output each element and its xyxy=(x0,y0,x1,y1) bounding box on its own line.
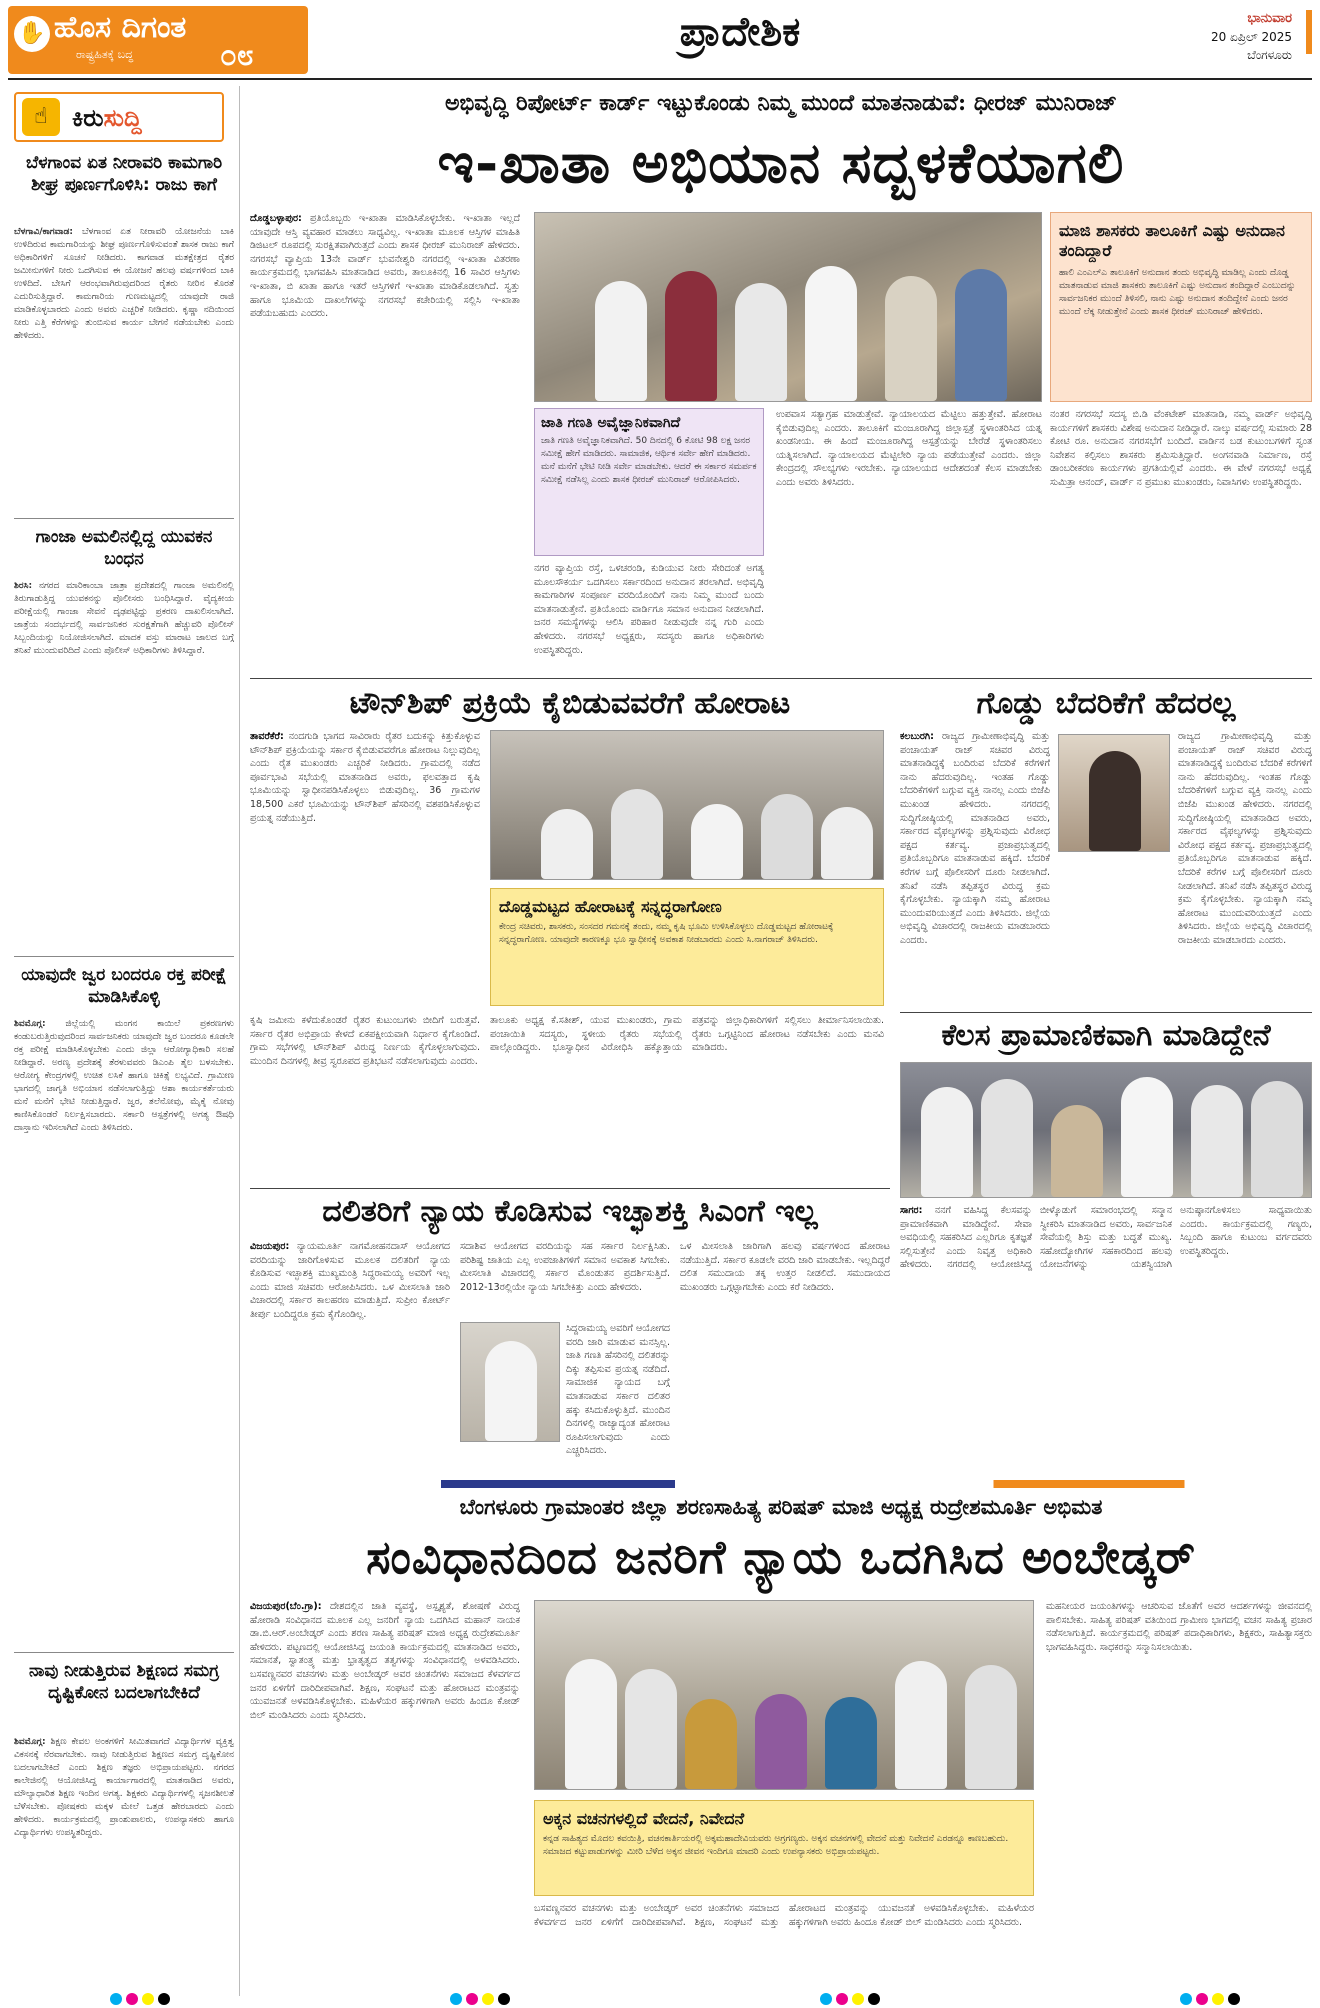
print-registration-dots xyxy=(1180,1990,1244,2008)
work-photo xyxy=(900,1062,1312,1198)
portrait-figure xyxy=(485,1341,537,1441)
photo-figure xyxy=(611,789,663,879)
threat-text: ರಾಜ್ಯದ ಗ್ರಾಮೀಣಾಭಿವೃದ್ಧಿ ಮತ್ತು ಪಂಚಾಯತ್ ರಾಜ್ ಸಚಿವರ ವಿರುದ್ಧ ಮಾತನಾಡಿದ್ದಕ್ಕೆ ಬಂದಿರುವ ಬೆದರಿಕೆ ಕರೆಗಳಿಗೆ ನಾನು ಹೆದರುವುದಿಲ್ಲ. ಇಂತಹ ಗೊಡ್ಡು ಬೆದರಿಕೆಗಳಿಗೆ ಬಗ್ಗುವ ವ್ಯಕ್ತಿ ನಾನಲ್ಲ ಎಂದು ಬಿಜೆಪಿ ಮುಖಂಡ ಹೇಳಿದರು. ನಗರದಲ್ಲಿ ಸುದ್ದಿಗೋಷ್ಠಿಯಲ್ಲಿ ಮಾತನಾಡಿದ ಅವರು, ಸರ್ಕಾರದ ವೈಫಲ್ಯಗಳನ್ನು ಪ್ರಶ್ನಿಸುವುದು ವಿರೋಧ ಪಕ್ಷದ ಕರ್ತವ್ಯ. ಪ್ರಜಾಪ್ರಭುತ್ವದಲ್ಲಿ ಪ್ರತಿಯೊಬ್ಬರಿಗೂ ಮಾತನಾಡುವ ಹಕ್ಕಿದೆ. ಬೆದರಿಕೆ ಕರೆಗಳ ಬಗ್ಗೆ ಪೊಲೀಸರಿಗೆ ದೂರು ನೀಡಲಾಗಿದೆ. ತನಿಖೆ ನಡೆಸಿ ತಪ್ಪಿತಸ್ಥರ ವಿರುದ್ಧ ಕ್ರಮ ಕೈಗೊಳ್ಳಬೇಕು. ನ್ಯಾಯಕ್ಕಾಗಿ ನಮ್ಮ ಹೋರಾಟ ಮುಂದುವರಿಯುತ್ತದೆ ಎಂದು ತಿಳಿಸಿದರು. ಜಿಲ್ಲೆಯ ಅಭಿವೃದ್ಧಿ ವಿಚಾರದಲ್ಲಿ ರಾಜಕೀಯ ಮಾಡಬಾರದು ಎಂದರು. xyxy=(900,731,1050,946)
kiru-suddi-badge xyxy=(14,92,224,142)
township-headline: ಟೌನ್‌ಶಿಪ್ ಪ್ರಕ್ರಿಯೆ ಕೈಬಿಡುವವರೆಗೆ ಹೋರಾಟ xyxy=(349,686,791,721)
photo-figure xyxy=(541,809,593,879)
photo-figure xyxy=(1121,1077,1173,1197)
ambedkar-body-2: ಬಸವಣ್ಣನವರ ವಚನಗಳು ಮತ್ತು ಅಂಬೇಡ್ಕರ್ ಅವರ ಚಿಂತನೆಗಳು ಸಮಾಜದ ಕೆಳವರ್ಗದ ಜನರ ಏಳಿಗೆಗೆ ದಾರಿದೀಪವಾಗಿವೆ. ಶಿಕ್ಷಣ, ಸಂಘಟನೆ ಮತ್ತು ಹೋರಾಟದ ಮಂತ್ರವನ್ನು ಯುವಜನತೆ ಅಳವಡಿಸಿಕೊಳ್ಳಬೇಕು. ಮಹಿಳೆಯರ ಹಕ್ಕುಗಳಿಗಾಗಿ ಅವರು ಹಿಂದೂ ಕೋಡ್ ಬಿಲ್ ಮಂಡಿಸಿದರು ಎಂದು ಸ್ಮರಿಸಿದರು. xyxy=(534,1903,1034,1928)
photo-figure xyxy=(821,807,873,879)
dalit-body-3: ಸಿದ್ದರಾಮಯ್ಯ ಅವರಿಗೆ ಆಯೋಗದ ವರದಿ ಜಾರಿ ಮಾಡುವ ಮನಸ್ಸಿಲ್ಲ. ಜಾತಿ ಗಣತಿ ಹೆಸರಿನಲ್ಲಿ ದಲಿತರನ್ನು ದಿಕ್ಕು ತಪ್ಪಿಸುವ ಪ್ರಯತ್ನ ನಡೆದಿದೆ. ಸಾಮಾಜಿಕ ನ್ಯಾಯದ ಬಗ್ಗೆ ಮಾತನಾಡುವ ಸರ್ಕಾರ ದಲಿತರ ಹಕ್ಕು ಕಸಿದುಕೊಳ್ಳುತ್ತಿದೆ. ಮುಂದಿನ ದಿನಗಳಲ್ಲಿ ರಾಜ್ಯಾದ್ಯಂತ ಹೋರಾಟ ರೂಪಿಸಲಾಗುವುದು ಎಂದು ಎಚ್ಚರಿಸಿದರು. xyxy=(566,1323,670,1457)
lead-body-2: ನಗರ ವ್ಯಾಪ್ತಿಯ ರಸ್ತೆ, ಒಳಚರಂಡಿ, ಕುಡಿಯುವ ನೀರು ಸೇರಿದಂತೆ ಅಗತ್ಯ ಮೂಲಸೌಕರ್ಯ ಒದಗಿಸಲು ಸರ್ಕಾರದಿಂದ ಅನುದಾನ ತರಲಾಗಿದೆ. ಅಭಿವೃದ್ಧಿ ಕಾಮಗಾರಿಗಳ ಸಂಪೂರ್ಣ ವರದಿಯೊಂದಿಗೆ ನಾನು ನಿಮ್ಮ ಮುಂದೆ ಬಂದು ಮಾತನಾಡುತ್ತೇನೆ. ಪ್ರತಿಯೊಂದು ವಾರ್ಡಿಗೂ ಸಮಾನ ಅನುದಾನ ನೀಡಲಾಗಿದೆ. ಜನರ ಸಮಸ್ಯೆಗಳನ್ನು ಆಲಿಸಿ ಪರಿಹಾರ ನೀಡುವುದೇ ನನ್ನ ಗುರಿ ಎಂದು ಹೇಳಿದರು. ನಗರಸಭೆ ಅಧ್ಯಕ್ಷರು, ಸದಸ್ಯರು ಹಾಗೂ ಅಧಿಕಾರಿಗಳು ಉಪಸ್ಥಿತರಿದ್ದರು. xyxy=(534,563,764,656)
left-dateline-4: ಶಿವಮೊಗ್ಗ: xyxy=(14,1737,46,1747)
left-text-2: ನಗರದ ಮಾರಿಕಾಂಬಾ ಜಾತ್ರಾ ಪ್ರದೇಶದಲ್ಲಿ ಗಾಂಜಾ ಅಮಲಿನಲ್ಲಿ ತಿರುಗಾಡುತ್ತಿದ್ದ ಯುವಕನನ್ನು ಪೊಲೀಸರು ಬಂಧಿಸಿದ್ದಾರೆ. ವೈದ್ಯಕೀಯ ಪರೀಕ್ಷೆಯಲ್ಲಿ ಗಾಂಜಾ ಸೇವನೆ ದೃಢಪಟ್ಟಿದ್ದು ಪ್ರಕರಣ ದಾಖಲಿಸಲಾಗಿದೆ. ಜಾತ್ರೆಯ ಸಂದರ್ಭದಲ್ಲಿ ಸಾರ್ವಜನಿಕರ ಸುರಕ್ಷತೆಗಾಗಿ ಹೆಚ್ಚುವರಿ ಪೊಲೀಸ್ ಸಿಬ್ಬಂದಿಯನ್ನು ನಿಯೋಜಿಸಲಾಗಿದೆ. ಮಾದಕ ವಸ್ತು ಮಾರಾಟ ಜಾಲದ ಬಗ್ಗೆ ತನಿಖೆ ಮುಂದುವರಿದಿದೆ ಎಂದು ಪೊಲೀಸ್ ಅಧಿಕಾರಿಗಳು ತಿಳಿಸಿದ್ದಾರೆ. xyxy=(14,581,234,656)
lead-photo xyxy=(534,212,1042,402)
photo-figure xyxy=(595,281,647,401)
township-body-1 xyxy=(250,730,480,1030)
paper-tagline: ರಾಷ್ಟ್ರಹಿತಕ್ಕೆ ಬದ್ಧ xyxy=(76,48,134,61)
left-dateline-3: ಶಿವಮೊಗ್ಗ: xyxy=(14,1019,46,1029)
photo-figure xyxy=(755,1694,807,1789)
left-text-1: ಬೆಳಗಾಂವ ಏತ ನೀರಾವರಿ ಯೋಜನೆಯ ಬಾಕಿ ಉಳಿದಿರುವ ಕಾಮಗಾರಿಯನ್ನು ಶೀಘ್ರ ಪೂರ್ಣಗೊಳಿಸುವಂತೆ ಶಾಸಕ ರಾಜು ಕಾಗೆ ಅಧಿಕಾರಿಗಳಿಗೆ ಸೂಚನೆ ನೀಡಿದರು. ಕಾಗವಾಡ ಮತಕ್ಷೇತ್ರದ ರೈತರ ಜಮೀನುಗಳಿಗೆ ನೀರು ಒದಗಿಸುವ ಈ ಯೋಜನೆ ಹಲವು ವರ್ಷಗಳಿಂದ ಬಾಕಿ ಉಳಿದಿದೆ. ಬೇಸಿಗೆ ಆರಂಭವಾಗಿರುವುದರಿಂದ ರೈತರು ನೀರಿನ ಕೊರತೆ ಎದುರಿಸುತ್ತಿದ್ದಾರೆ. ಕಾಮಗಾರಿಯ ಗುಣಮಟ್ಟದಲ್ಲಿ ಯಾವುದೇ ರಾಜಿ ಮಾಡಿಕೊಳ್ಳಬಾರದು ಎಂದು ಅವರು ಎಚ್ಚರಿಕೆ ನೀಡಿದರು. ಕೃಷ್ಣಾ ನದಿಯಿಂದ ನೀರು ಎತ್ತಿ ಕೆರೆಗಳನ್ನು ತುಂಬಿಸುವ ಕಾರ್ಯ ಬೇಗನೆ ನಡೆಯಬೇಕು ಎಂದು ಹೇಳಿದರು. xyxy=(14,227,234,341)
photo-figure xyxy=(761,794,813,879)
logo-emblem-icon: ✋ xyxy=(14,16,50,52)
threat-portrait xyxy=(1058,734,1170,852)
threat-body-1 xyxy=(900,730,1050,1010)
dalit-dateline: ವಿಜಯಪುರ: xyxy=(250,1241,290,1252)
photo-figure xyxy=(625,1669,677,1789)
left-body-4 xyxy=(14,1736,234,1986)
masthead-rule xyxy=(8,78,1312,80)
masthead-logo xyxy=(8,6,308,74)
left-body-3 xyxy=(14,1018,234,1648)
masthead-city: ಬೆಂಗಳೂರು xyxy=(1247,48,1292,62)
photo-figure xyxy=(955,269,1007,401)
township-box xyxy=(490,888,884,1006)
ambedkar-body-1 xyxy=(250,1600,520,1980)
photo-figure xyxy=(981,1079,1033,1197)
dalit-body-4: ಒಳ ಮೀಸಲಾತಿ ಜಾರಿಗಾಗಿ ಹಲವು ವರ್ಷಗಳಿಂದ ಹೋರಾಟ ನಡೆಯುತ್ತಿದೆ. ಸರ್ಕಾರ ಕೂಡಲೇ ವರದಿ ಜಾರಿ ಮಾಡಬೇಕು. ಇಲ್ಲದಿದ್ದರೆ ದಲಿತ ಸಮುದಾಯ ತಕ್ಕ ಉತ್ತರ ನೀಡಲಿದೆ. ಸಮುದಾಯದ ಮುಖಂಡರು ಒಗ್ಗಟ್ಟಾಗಬೇಕು ಎಂದು ಕರೆ ನೀಡಿದರು. xyxy=(680,1241,890,1293)
left-text-3: ಜಿಲ್ಲೆಯಲ್ಲಿ ಮಂಗನ ಕಾಯಿಲೆ ಪ್ರಕರಣಗಳು ಕಂಡುಬರುತ್ತಿರುವುದರಿಂದ ಸಾರ್ವಜನಿಕರು ಯಾವುದೇ ಜ್ವರ ಬಂದರೂ ಕೂಡಲೇ ರಕ್ತ ಪರೀಕ್ಷೆ ಮಾಡಿಸಿಕೊಳ್ಳಬೇಕು ಎಂದು ಜಿಲ್ಲಾ ಆರೋಗ್ಯಾಧಿಕಾರಿ ಸಲಹೆ ನೀಡಿದ್ದಾರೆ. ಅರಣ್ಯ ಪ್ರದೇಶಕ್ಕೆ ತೆರಳುವವರು ಡಿಎಂಪಿ ತೈಲ ಬಳಸಬೇಕು. ಆರೋಗ್ಯ ಕೇಂದ್ರಗಳಲ್ಲಿ ಉಚಿತ ಲಸಿಕೆ ಹಾಗೂ ಚಿಕಿತ್ಸೆ ಲಭ್ಯವಿದೆ. ಗ್ರಾಮೀಣ ಭಾಗದಲ್ಲಿ ಜಾಗೃತಿ ಅಭಿಯಾನ ನಡೆಸಲಾಗುತ್ತಿದ್ದು ಆಶಾ ಕಾರ್ಯಕರ್ತೆಯರು ಮನೆ ಮನೆಗೆ ಭೇಟಿ ನೀಡುತ್ತಿದ್ದಾರೆ. ಜ್ವರ, ತಲೆನೋವು, ಮೈಕೈ ನೋವು ಕಾಣಿಸಿಕೊಂಡರೆ ನಿರ್ಲಕ್ಷಿಸಬಾರದು. ಸರ್ಕಾರಿ ಆಸ್ಪತ್ರೆಗಳಲ್ಲಿ ಅಗತ್ಯ ಔಷಧಿ ದಾಸ್ತಾನು ಇರಿಸಲಾಗಿದೆ ಎಂದು ತಿಳಿಸಿದರು. xyxy=(14,1019,234,1133)
dalit-body-2: ಸದಾಶಿವ ಆಯೋಗದ ವರದಿಯನ್ನು ಸಹ ಸರ್ಕಾರ ನಿರ್ಲಕ್ಷಿಸಿತು. ಪರಿಶಿಷ್ಟ ಜಾತಿಯ ಎಲ್ಲ ಉಪಜಾತಿಗಳಿಗೆ ಸಮಾನ ಅವಕಾಶ ಸಿಗಬೇಕು. ಮೀಸಲಾತಿ ವಿಚಾರದಲ್ಲಿ ಸರ್ಕಾರ ಮೊಂಡುತನ ಪ್ರದರ್ಶಿಸುತ್ತಿದೆ. 2012-13ರಲ್ಲಿಯೇ ನ್ಯಾಯ ಸಿಗಬೇಕಿತ್ತು ಎಂದು ಹೇಳಿದರು. xyxy=(460,1241,670,1293)
left-column xyxy=(8,86,240,1996)
lead-text-1: ಪ್ರತಿಯೊಬ್ಬರು ಇ-ಖಾತಾ ಮಾಡಿಸಿಕೊಳ್ಳಬೇಕು. ಇ-ಖಾತಾ ಇಲ್ಲದೆ ಯಾವುದೇ ಆಸ್ತಿ ವ್ಯವಹಾರ ಮಾಡಲು ಸಾಧ್ಯವಿಲ್ಲ. ಇ-ಖಾತಾ ಮೂಲಕ ಆಸ್ತಿಗಳ ಮಾಹಿತಿ ಡಿಜಿಟಲ್ ರೂಪದಲ್ಲಿ ಸುರಕ್ಷಿತವಾಗಿರುತ್ತದೆ ಎಂದು ಶಾಸಕ ಧೀರಜ್ ಮುನಿರಾಜ್ ಹೇಳಿದರು. ನಗರಸಭೆ ವ್ಯಾಪ್ತಿಯ 13ನೇ ವಾರ್ಡ್ ಭುವನೇಶ್ವರಿ ನಗರದಲ್ಲಿ ಇ-ಖಾತಾ ವಿತರಣಾ ಕಾರ್ಯಕ್ರಮದಲ್ಲಿ ಭಾಗವಹಿಸಿ ಮಾತನಾಡಿದ ಅವರು, ತಾಲೂಕಿನಲ್ಲಿ 16 ಸಾವಿರ ಆಸ್ತಿಗಳು ಇ-ಖಾತಾ, ಬಿ ಖಾತಾ ಹಾಗೂ ಇತರೆ ಆಸ್ತಿಗಳಿಗೆ ಇ-ಖಾತಾ ಮಾಡಿಕೊಡಲಾಗಿದೆ. ಸ್ವತ್ತು ಹಾಗೂ ಭೂಮಿಯ ದಾಖಲೆಗಳನ್ನು ನಗರಸಭೆ ಕಚೇರಿಯಲ್ಲಿ ಸಲ್ಲಿಸಿ ಇ-ಖಾತಾ ಪಡೆಯಬಹುದು ಎಂದರು. xyxy=(250,213,520,320)
lead-headline: ಇ-ಖಾತಾ ಅಭಿಯಾನ ಸದ್ಬಳಕೆಯಾಗಲಿ xyxy=(437,130,1125,196)
divider xyxy=(14,1652,234,1653)
divider xyxy=(14,956,234,957)
threat-dateline: ಕಲಬುರಗಿ: xyxy=(900,731,934,742)
work-dateline: ಸಾಗರ: xyxy=(900,1205,923,1216)
color-band xyxy=(250,1480,1312,1488)
print-registration-dots xyxy=(110,1990,174,2008)
photo-figure xyxy=(921,1087,973,1197)
ambedkar-box-title: ಅಕ್ಕನ ವಚನಗಳಲ್ಲಿದೆ ವೇದನೆ, ನಿವೇದನೆ xyxy=(543,1809,745,1828)
ambedkar-text-1: ದೇಶದಲ್ಲಿನ ಜಾತಿ ವ್ಯವಸ್ಥೆ, ಅಸ್ಪೃಶ್ಯತೆ, ಶೋಷಣೆ ವಿರುದ್ಧ ಹೋರಾಡಿ ಸಂವಿಧಾನದ ಮೂಲಕ ಎಲ್ಲ ಜನರಿಗೆ ನ್ಯಾಯ ಒದಗಿಸಿದ ಮಹಾನ್ ನಾಯಕ ಡಾ.ಬಿ.ಆರ್.ಅಂಬೇಡ್ಕರ್ ಎಂದು ಶರಣ ಸಾಹಿತ್ಯ ಪರಿಷತ್ ಮಾಜಿ ಅಧ್ಯಕ್ಷ ರುದ್ರೇಶಮೂರ್ತಿ ಹೇಳಿದರು. ಪಟ್ಟಣದಲ್ಲಿ ಆಯೋಜಿಸಿದ್ದ ಜಯಂತಿ ಕಾರ್ಯಕ್ರಮದಲ್ಲಿ ಮಾತನಾಡಿದ ಅವರು, ಸಮಾನತೆ, ಸ್ವಾತಂತ್ರ್ಯ ಮತ್ತು ಭ್ರಾತೃತ್ವದ ತತ್ವಗಳನ್ನು ಸಂವಿಧಾನದಲ್ಲಿ ಅಳವಡಿಸಿದರು. xyxy=(250,1601,520,1667)
photo-figure xyxy=(685,1699,737,1789)
hand-pointing-icon: ☝ xyxy=(22,98,60,136)
photo-figure xyxy=(805,266,857,401)
lead-dateline: ದೊಡ್ಡಬಳ್ಳಾಪುರ: xyxy=(250,213,302,224)
township-box-title: ದೊಡ್ಡಮಟ್ಟದ ಹೋರಾಟಕ್ಕೆ ಸನ್ನದ್ಧರಾಗೋಣ xyxy=(499,897,722,916)
township-photo xyxy=(490,730,884,880)
accent-bar xyxy=(1306,10,1312,54)
photo-figure xyxy=(735,283,787,401)
left-head-1: ಬೆಳಗಾಂವ ಏತ ನೀರಾವರಿ ಕಾಮಗಾರಿ ಶೀಘ್ರ ಪೂರ್ಣಗೊಳಿಸಿ: ರಾಜು ಕಾಗೆ xyxy=(25,153,223,195)
brand-a: ಕಿರು xyxy=(72,104,104,132)
ambedkar-box xyxy=(534,1800,1034,1896)
paper-name: ಹೊಸ ದಿಗಂತ xyxy=(54,10,187,45)
print-registration-dots xyxy=(450,1990,514,2008)
dalit-body-1 xyxy=(250,1240,450,1474)
caste-box-body: ಜಾತಿ ಗಣತಿ ಅವೈಜ್ಞಾನಿಕವಾಗಿದೆ. 50 ದಿನದಲ್ಲಿ 6 ಕೋಟಿ 98 ಲಕ್ಷ ಜನರ ಸಮೀಕ್ಷೆ ಹೇಗೆ ಮಾಡಿದರು. ಸಾಮಾಜಿಕ, ಆರ್ಥಿಕ ಸರ್ವೇ ಹೇಗೆ ಮಾಡಿದರು. ಮನೆ ಮನೆಗೆ ಭೇಟಿ ನೀಡಿ ಸರ್ವೇ ಮಾಡಬೇಕು. ಆದರೆ ಈ ಸರ್ಕಾರ ಸಮರ್ಪಕ ಸಮೀಕ್ಷೆ ನಡೆಸಿಲ್ಲ ಎಂದು ಶಾಸಕ ಧೀರಜ್ ಮುನಿರಾಜ್ ಆರೋಪಿಸಿದರು. xyxy=(541,436,757,485)
work-headline: ಕೆಲಸ ಪ್ರಾಮಾಣಿಕವಾಗಿ ಮಾಡಿದ್ದೇನೆ xyxy=(941,1018,1271,1053)
divider xyxy=(900,1012,1312,1013)
ambedkar-dateline: ವಿಜಯಪುರ(ಬೆಂ.ಗ್ರಾ): xyxy=(250,1601,322,1612)
left-body-2 xyxy=(14,580,234,952)
photo-figure xyxy=(1191,1085,1243,1197)
ambedkar-photo xyxy=(534,1600,1034,1790)
ambedkar-text-2: ಬಸವಣ್ಣನವರ ವಚನಗಳು ಮತ್ತು ಅಂಬೇಡ್ಕರ್ ಅವರ ಚಿಂತನೆಗಳು ಸಮಾಜದ ಕೆಳವರ್ಗದ ಜನರ ಏಳಿಗೆಗೆ ದಾರಿದೀಪವಾಗಿವೆ. ಶಿಕ್ಷಣ, ಸಂಘಟನೆ ಮತ್ತು ಹೋರಾಟದ ಮಂತ್ರವನ್ನು ಯುವಜನತೆ ಅಳವಡಿಸಿಕೊಳ್ಳಬೇಕು. ಮಹಿಳೆಯರ ಹಕ್ಕುಗಳಿಗಾಗಿ ಅವರು ಹಿಂದೂ ಕೋಡ್ ಬಿಲ್ ಮಂಡಿಸಿದರು ಎಂದು ಸ್ಮರಿಸಿದರು. xyxy=(250,1668,520,1721)
brand-b: ಸುದ್ದಿ xyxy=(103,104,142,132)
page-number: ೦೮ xyxy=(220,38,254,73)
township-box-body: ಕೇಂದ್ರ ಸಚಿವರು, ಶಾಸಕರು, ಸಂಸದರ ಗಮನಕ್ಕೆ ತಂದು, ನಮ್ಮ ಕೃಷಿ ಭೂಮಿ ಉಳಿಸಿಕೊಳ್ಳಲು ದೊಡ್ಡಮಟ್ಟದ ಹೋರಾಟಕ್ಕೆ ಸನ್ನದ್ಧರಾಗೋಣ. ಯಾವುದೇ ಕಾರಣಕ್ಕೂ ಭೂ ಸ್ವಾಧೀನಕ್ಕೆ ಅವಕಾಶ ನೀಡಬಾರದು ಎಂದು ಸಿ.ನಾಗರಾಜ್ ತಿಳಿಸಿದರು. xyxy=(499,922,834,945)
divider xyxy=(250,1188,890,1189)
caste-box-title: ಜಾತಿ ಗಣತಿ ಅವೈಜ್ಞಾನಿಕವಾಗಿದೆ xyxy=(541,415,681,431)
photo-figure xyxy=(885,276,937,401)
township-body-2: ಕೃಷಿ ಜಮೀನು ಕಳೆದುಕೊಂಡರೆ ರೈತರ ಕುಟುಂಬಗಳು ಬೀದಿಗೆ ಬರುತ್ತವೆ. ಸರ್ಕಾರ ರೈತರ ಅಭಿಪ್ರಾಯ ಕೇಳದೆ ಏಕಪಕ್ಷೀಯವಾಗಿ ನಿರ್ಧಾರ ಕೈಗೊಂಡಿದೆ. ಗ್ರಾಮ ಸಭೆಗಳಲ್ಲಿ ಟೌನ್‌ಶಿಪ್ ವಿರುದ್ಧ ನಿರ್ಣಯ ಕೈಗೊಳ್ಳಲಾಗುವುದು. ಮುಂದಿನ ದಿನಗಳಲ್ಲಿ ತೀವ್ರ ಸ್ವರೂಪದ ಪ್ರತಿಭಟನೆ ನಡೆಸಲಾಗುವುದು ಎಂದರು. xyxy=(250,1015,480,1067)
photo-figure xyxy=(965,1665,1017,1789)
township-dateline: ತಾವರೆಕೆರೆ: xyxy=(250,731,284,742)
photo-figure xyxy=(895,1661,947,1789)
lead-body-4: ನಂತರ ನಗರಸಭೆ ಸದಸ್ಯ ಬಿ.ಡಿ ವೆಂಕಟೇಶ್ ಮಾತನಾಡಿ, ನಮ್ಮ ವಾರ್ಡ್ ಅಭಿವೃದ್ಧಿ ಕಾರ್ಯಗಳಿಗೆ ಶಾಸಕರು ವಿಶೇಷ ಅನುದಾನ ನೀಡಿದ್ದಾರೆ. ನಾಲ್ಕು ವರ್ಷದಲ್ಲಿ ಸುಮಾರು 28 ಕೋಟಿ ರೂ. ಅನುದಾನ ನಗರಸಭೆಗೆ ಬಂದಿದೆ. ವಾರ್ಡಿನ ಬಡ ಕುಟುಂಬಗಳಿಗೆ ಸ್ವಂತ ನಿವೇಶನ ಕಲ್ಪಿಸಲು ಶಾಸಕರು ಶ್ರಮಿಸುತ್ತಿದ್ದಾರೆ. ಅಂಗನವಾಡಿ ನಿರ್ಮಾಣ, ರಸ್ತೆ ಡಾಂಬರೀಕರಣ ಕಾರ್ಯಗಳು ಪ್ರಗತಿಯಲ್ಲಿವೆ ಎಂದರು. ಈ ವೇಳೆ ನಗರಸಭೆ ಅಧ್ಯಕ್ಷೆ ಸುಮಿತ್ರಾ ಆನಂದ್, ವಾರ್ಡ್ ನ ಪ್ರಮುಖ ಮುಖಂಡರು, ನಿವಾಸಿಗಳು ಉಪಸ್ಥಿತರಿದ್ದರು. xyxy=(1050,409,1312,488)
photo-figure xyxy=(825,1697,877,1789)
dalit-portrait xyxy=(460,1322,560,1442)
threat-headline: ಗೊಡ್ಡು ಬೆದರಿಕೆಗೆ ಹೆದರಲ್ಲ xyxy=(976,686,1236,721)
divider xyxy=(14,518,234,519)
left-dateline-1: ಬೆಳಗಾವಿ/ಕಾಗವಾಡ: xyxy=(14,227,73,237)
photo-figure xyxy=(691,804,743,879)
township-text-1: ನಂದಗುಡಿ ಭಾಗದ ಸಾವಿರಾರು ರೈತರ ಬದುಕನ್ನು ಕಿತ್ತುಕೊಳ್ಳುವ ಟೌನ್‌ಶಿಪ್ ಪ್ರಕ್ರಿಯೆಯನ್ನು ಸರ್ಕಾರ ಕೈಬಿಡುವವರೆಗೂ ಹೋರಾಟ ನಿಲ್ಲುವುದಿಲ್ಲ ಎಂದು ರೈತ ಮುಖಂಡರು ಎಚ್ಚರಿಕೆ ನೀಡಿದರು. ಗ್ರಾಮದಲ್ಲಿ ನಡೆದ ಪೂರ್ವಭಾವಿ ಸಭೆಯಲ್ಲಿ ಮಾತನಾಡಿದ ಅವರು, ಫಲವತ್ತಾದ ಕೃಷಿ ಭೂಮಿಯನ್ನು ಸ್ವಾಧೀನಪಡಿಸಿಕೊಳ್ಳಲು ಬಿಡುವುದಿಲ್ಲ. 36 ಗ್ರಾಮಗಳ 18,500 ಎಕರೆ ಭೂಮಿಯನ್ನು ಟೌನ್‌ಶಿಪ್ ಹೆಸರಿನಲ್ಲಿ ವಶಪಡಿಸಿಕೊಳ್ಳುವ ಪ್ರಯತ್ನ ನಡೆಯುತ್ತಿದೆ. xyxy=(250,731,480,824)
left-text-4: ಶಿಕ್ಷಣ ಕೇವಲ ಅಂಕಗಳಿಗೆ ಸೀಮಿತವಾಗದೆ ವಿದ್ಯಾರ್ಥಿಗಳ ವ್ಯಕ್ತಿತ್ವ ವಿಕಸನಕ್ಕೆ ನೆರವಾಗಬೇಕು. ನಾವು ನೀಡುತ್ತಿರುವ ಶಿಕ್ಷಣದ ಸಮಗ್ರ ದೃಷ್ಟಿಕೋನ ಬದಲಾಗಬೇಕಿದೆ ಎಂದು ಶಿಕ್ಷಣ ತಜ್ಞರು ಅಭಿಪ್ರಾಯಪಟ್ಟರು. ನಗರದ ಕಾಲೇಜಿನಲ್ಲಿ ಆಯೋಜಿಸಿದ್ದ ಕಾರ್ಯಾಗಾರದಲ್ಲಿ ಮಾತನಾಡಿದ ಅವರು, ಮೌಲ್ಯಾಧಾರಿತ ಶಿಕ್ಷಣ ಇಂದಿನ ಅಗತ್ಯ. ಶಿಕ್ಷಕರು ವಿದ್ಯಾರ್ಥಿಗಳಲ್ಲಿ ಸೃಜನಶೀಲತೆ ಬೆಳೆಸಬೇಕು. ಪೋಷಕರು ಮಕ್ಕಳ ಮೇಲೆ ಒತ್ತಡ ಹೇರಬಾರದು ಎಂದು ಹೇಳಿದರು. ಕಾರ್ಯಕ್ರಮದಲ್ಲಿ ಪ್ರಾಂಶುಪಾಲರು, ಉಪನ್ಯಾಸಕರು ಹಾಗೂ ವಿದ್ಯಾರ್ಥಿಗಳು ಉಪಸ್ಥಿತರಿದ್ದರು. xyxy=(14,1737,234,1838)
ambedkar-body-3: ಮಹನೀಯರ ಜಯಂತಿಗಳನ್ನು ಆಚರಿಸುವ ಜೊತೆಗೆ ಅವರ ಆದರ್ಶಗಳನ್ನು ಜೀವನದಲ್ಲಿ ಪಾಲಿಸಬೇಕು. ಸಾಹಿತ್ಯ ಪರಿಷತ್ ವತಿಯಿಂದ ಗ್ರಾಮೀಣ ಭಾಗದಲ್ಲಿ ವಚನ ಸಾಹಿತ್ಯ ಪ್ರಚಾರ ನಡೆಸಲಾಗುತ್ತಿದೆ. ಕಾರ್ಯಕ್ರಮದಲ್ಲಿ ಪರಿಷತ್ ಪದಾಧಿಕಾರಿಗಳು, ಶಿಕ್ಷಕರು, ಸಾಹಿತ್ಯಾಸಕ್ತರು ಭಾಗವಹಿಸಿದ್ದರು. ಸಾಧಕರನ್ನು ಸನ್ಮಾನಿಸಲಾಯಿತು. xyxy=(1046,1601,1312,1653)
work-text: ನನಗೆ ವಹಿಸಿದ್ದ ಕೆಲಸವನ್ನು ಪ್ರಾಮಾಣಿಕವಾಗಿ ಮಾಡಿದ್ದೇನೆ. ಸೇವಾ ಅವಧಿಯಲ್ಲಿ ಸಹಕರಿಸಿದ ಎಲ್ಲರಿಗೂ ಕೃತಜ್ಞತೆ ಸಲ್ಲಿಸುತ್ತೇನೆ ಎಂದು ನಿವೃತ್ತ ಅಧಿಕಾರಿ ಹೇಳಿದರು. ನಗರದಲ್ಲಿ ಆಯೋಜಿಸಿದ್ದ ಬೀಳ್ಕೊಡುಗೆ ಸಮಾರಂಭದಲ್ಲಿ ಸನ್ಮಾನ ಸ್ವೀಕರಿಸಿ ಮಾತನಾಡಿದ ಅವರು, ಸಾರ್ವಜನಿಕ ಸೇವೆಯಲ್ಲಿ ಶಿಸ್ತು ಮತ್ತು ಬದ್ಧತೆ ಮುಖ್ಯ. ಸಹೋದ್ಯೋಗಿಗಳ ಸಹಕಾರದಿಂದ ಹಲವು ಯೋಜನೆಗಳನ್ನು ಯಶಸ್ವಿಯಾಗಿ ಅನುಷ್ಠಾನಗೊಳಿಸಲು ಸಾಧ್ಯವಾಯಿತು ಎಂದರು. ಕಾರ್ಯಕ್ರಮದಲ್ಲಿ ಗಣ್ಯರು, ಸಿಬ್ಬಂದಿ ಹಾಗೂ ಕುಟುಂಬ ವರ್ಗದವರು ಉಪಸ್ಥಿತರಿದ್ದರು. xyxy=(900,1205,1312,1271)
lead-body-3: ಉಪವಾಸ ಸತ್ಯಾಗ್ರಹ ಮಾಡುತ್ತೇವೆ. ನ್ಯಾಯಾಲಯದ ಮೆಟ್ಟಿಲು ಹತ್ತುತ್ತೇವೆ. ಹೋರಾಟ ಕೈಬಿಡುವುದಿಲ್ಲ ಎಂದರು. ತಾಲೂಕಿಗೆ ಮಂಜೂರಾಗಿದ್ದ ಜಿಲ್ಲಾಸ್ಪತ್ರೆ ಸ್ಥಳಾಂತರಿಸಿದ ಯತ್ನ ಖಂಡನೀಯ. ಈ ಹಿಂದೆ ಮಂಜೂರಾಗಿದ್ದ ಆಸ್ಪತ್ರೆಯನ್ನು ಬೇರೆಡೆ ಸ್ಥಳಾಂತರಿಸಲು ಯತ್ನಿಸಲಾಗಿದೆ. ನ್ಯಾಯಾಲಯದ ಮೆಟ್ಟಿಲೇರಿ ನ್ಯಾಯ ಪಡೆಯುತ್ತೇವೆ ಎಂದರು. ಜಿಲ್ಲಾ ಕೇಂದ್ರದಲ್ಲಿ ಸೌಲಭ್ಯಗಳು ಇರಬೇಕು. ನ್ಯಾಯಾಲಯದ ಆದೇಶದಂತೆ ಕೆಲಸ ಮಾಡಬೇಕು ಎಂದು ಅವರು ತಿಳಿಸಿದರು. xyxy=(776,409,1042,488)
ex-mla-box-body: ಹಾಲಿ ಎಂಎಲ್ಎ ತಾಲೂಕಿಗೆ ಅನುದಾನ ತಂದು ಅಭಿವೃದ್ಧಿ ಮಾಡಿಲ್ಲ ಎಂದು ದೊಡ್ಡ ಮಾತನಾಡುವ ಮಾಜಿ ಶಾಸಕರು ತಾಲೂಕಿಗೆ ಎಷ್ಟು ಅನುದಾನ ತಂದಿದ್ದಾರೆ ಎಂಬುದನ್ನು ಸಾರ್ವಜನಿಕರ ಮುಂದೆ ತಿಳಿಸಲಿ, ನಾನು ಎಷ್ಟು ಅನುದಾನ ತಂದಿದ್ದೇನೆ ಎಂದು ಜನರ ಮುಂದೆ ಲೆಕ್ಕ ನೀಡುತ್ತೇನೆ ಎಂದು ಶಾಸಕ ಧೀರಜ್ ಮುನಿರಾಜ್ ಹೇಳಿದರು. xyxy=(1059,268,1296,317)
ambedkar-kicker: ಬೆಂಗಳೂರು ಗ್ರಾಮಾಂತರ ಜಿಲ್ಲಾ ಶರಣಸಾಹಿತ್ಯ ಪರಿಷತ್ ಮಾಜಿ ಅಧ್ಯಕ್ಷ ರುದ್ರೇಶಮೂರ್ತಿ ಅಭಿಮತ xyxy=(459,1494,1103,1519)
lead-body-1 xyxy=(250,212,520,672)
work-body xyxy=(900,1204,1312,1472)
township-body-3: ತಾಲೂಕು ಅಧ್ಯಕ್ಷ ಕೆ.ಸತೀಶ್, ಯುವ ಮುಖಂಡರು, ಗ್ರಾಮ ಪಂಚಾಯಿತಿ ಸದಸ್ಯರು, ಸ್ಥಳೀಯ ರೈತರು ಸಭೆಯಲ್ಲಿ ಪಾಲ್ಗೊಂಡಿದ್ದರು. ಭೂಸ್ವಾಧೀನ ವಿರೋಧಿಸಿ ಹಕ್ಕೊತ್ತಾಯ ಪತ್ರವನ್ನು ಜಿಲ್ಲಾಧಿಕಾರಿಗಳಿಗೆ ಸಲ್ಲಿಸಲು ತೀರ್ಮಾನಿಸಲಾಯಿತು. ರೈತರು ಒಗ್ಗಟ್ಟಿನಿಂದ ಹೋರಾಟ ನಡೆಸಬೇಕು ಎಂದು ಮನವಿ ಮಾಡಿದರು. xyxy=(490,1015,884,1054)
left-body-1 xyxy=(14,226,234,516)
photo-figure xyxy=(565,1659,617,1789)
ambedkar-box-body: ಕನ್ನಡ ಸಾಹಿತ್ಯದ ಮೊದಲ ಕವಯಿತ್ರಿ, ವಚನಕಾರ್ತಿಯರಲ್ಲಿ ಅಕ್ಕಮಹಾದೇವಿಯವರು ಅಗ್ರಗಣ್ಯರು. ಅಕ್ಕನ ವಚನಗಳಲ್ಲಿ ವೇದನೆ ಮತ್ತು ನಿವೇದನೆ ಎರಡನ್ನೂ ಕಾಣಬಹುದು. ಸಮಾಜದ ಕಟ್ಟುಪಾಡುಗಳನ್ನು ಮೀರಿ ಬೆಳೆದ ಅಕ್ಕನ ಜೀವನ ಇಂದಿಗೂ ಮಾದರಿ ಎಂದು ಉಪನ್ಯಾಸಕರು ಅಭಿಪ್ರಾಯಪಟ್ಟರು. xyxy=(543,1834,1009,1857)
date-box xyxy=(1211,10,1292,64)
portrait-figure xyxy=(1089,751,1141,851)
lead-kicker: ಅಭಿವೃದ್ಧಿ ರಿಪೋರ್ಟ್ ಕಾರ್ಡ್ ಇಟ್ಟುಕೊಂಡು ನಿಮ್ಮ ಮುಂದೆ ಮಾತನಾಡುವೆ: ಧೀರಜ್ ಮುನಿರಾಜ್ xyxy=(444,90,1118,116)
left-dateline-2: ಶಿರಸಿ: xyxy=(14,581,33,591)
dalit-headline: ದಲಿತರಿಗೆ ನ್ಯಾಯ ಕೊಡಿಸುವ ಇಚ್ಛಾಶಕ್ತಿ ಸಿಎಂಗೆ ಇಲ್ಲ xyxy=(322,1194,818,1229)
ambedkar-headline: ಸಂವಿಧಾನದಿಂದ ಜನರಿಗೆ ನ್ಯಾಯ ಒದಗಿಸಿದ ಅಂಬೇಡ್ಕರ್ xyxy=(366,1530,1196,1584)
photo-figure xyxy=(665,271,717,401)
left-head-2: ಗಾಂಜಾ ಅಮಲಿನಲ್ಲಿದ್ದ ಯುವಕನ ಬಂಧನ xyxy=(35,527,213,569)
divider xyxy=(250,678,1312,679)
dalit-text-1: ನ್ಯಾಯಮೂರ್ತಿ ನಾಗಮೋಹನದಾಸ್ ಆಯೋಗದ ವರದಿಯನ್ನು ಜಾರಿಗೊಳಿಸುವ ಮೂಲಕ ದಲಿತರಿಗೆ ನ್ಯಾಯ ಕೊಡಿಸುವ ಇಚ್ಛಾಶಕ್ತಿ ಮುಖ್ಯಮಂತ್ರಿ ಸಿದ್ದರಾಮಯ್ಯ ಅವರಿಗೆ ಇಲ್ಲ ಎಂದು ಮಾಜಿ ಸಚಿವರು ಆರೋಪಿಸಿದರು. ಒಳ ಮೀಸಲಾತಿ ಜಾರಿ ವಿಚಾರದಲ್ಲಿ ಸರ್ಕಾರ ಕಾಲಹರಣ ಮಾಡುತ್ತಿದೆ. ಸುಪ್ರೀಂ ಕೋರ್ಟ್ ತೀರ್ಪು ಬಂದಿದ್ದರೂ ಕ್ರಮ ಕೈಗೊಂಡಿಲ್ಲ. xyxy=(250,1241,450,1320)
masthead-day: ಭಾನುವಾರ xyxy=(1247,11,1292,26)
masthead-date: 20 ಏಪ್ರಿಲ್ 2025 xyxy=(1210,30,1292,44)
photo-figure xyxy=(1051,1105,1103,1197)
left-head-3: ಯಾವುದೇ ಜ್ವರ ಬಂದರೂ ರಕ್ತ ಪರೀಕ್ಷೆ ಮಾಡಿಸಿಕೊಳ್ಳಿ xyxy=(21,965,227,1007)
photo-figure xyxy=(1251,1081,1303,1197)
print-registration-dots xyxy=(820,1990,884,2008)
caste-census-box xyxy=(534,408,764,556)
ex-mla-box xyxy=(1050,212,1312,402)
section-title: ಪ್ರಾದೇಶಿಕ xyxy=(679,8,801,55)
threat-body-2: ರಾಜ್ಯದ ಗ್ರಾಮೀಣಾಭಿವೃದ್ಧಿ ಮತ್ತು ಪಂಚಾಯತ್ ರಾಜ್ ಸಚಿವರ ವಿರುದ್ಧ ಮಾತನಾಡಿದ್ದಕ್ಕೆ ಬಂದಿರುವ ಬೆದರಿಕೆ ಕರೆಗಳಿಗೆ ನಾನು ಹೆದರುವುದಿಲ್ಲ. ಇಂತಹ ಗೊಡ್ಡು ಬೆದರಿಕೆಗಳಿಗೆ ಬಗ್ಗುವ ವ್ಯಕ್ತಿ ನಾನಲ್ಲ ಎಂದು ಬಿಜೆಪಿ ಮುಖಂಡ ಹೇಳಿದರು. ನಗರದಲ್ಲಿ ಸುದ್ದಿಗೋಷ್ಠಿಯಲ್ಲಿ ಮಾತನಾಡಿದ ಅವರು, ಸರ್ಕಾರದ ವೈಫಲ್ಯಗಳನ್ನು ಪ್ರಶ್ನಿಸುವುದು ವಿರೋಧ ಪಕ್ಷದ ಕರ್ತವ್ಯ. ಪ್ರಜಾಪ್ರಭುತ್ವದಲ್ಲಿ ಪ್ರತಿಯೊಬ್ಬರಿಗೂ ಮಾತನಾಡುವ ಹಕ್ಕಿದೆ. ಬೆದರಿಕೆ ಕರೆಗಳ ಬಗ್ಗೆ ಪೊಲೀಸರಿಗೆ ದೂರು ನೀಡಲಾಗಿದೆ. ತನಿಖೆ ನಡೆಸಿ ತಪ್ಪಿತಸ್ಥರ ವಿರುದ್ಧ ಕ್ರಮ ಕೈಗೊಳ್ಳಬೇಕು. ನ್ಯಾಯಕ್ಕಾಗಿ ನಮ್ಮ ಹೋರಾಟ ಮುಂದುವರಿಯುತ್ತದೆ ಎಂದು ತಿಳಿಸಿದರು. ಜಿಲ್ಲೆಯ ಅಭಿವೃದ್ಧಿ ವಿಚಾರದಲ್ಲಿ ರಾಜಕೀಯ ಮಾಡಬಾರದು ಎಂದರು. xyxy=(1178,731,1312,946)
ex-mla-box-title: ಮಾಜಿ ಶಾಸಕರು ತಾಲೂಕಿಗೆ ಎಷ್ಟು ಅನುದಾನ ತಂದಿದ್ದಾರೆ xyxy=(1059,221,1285,260)
left-head-4: ನಾವು ನೀಡುತ್ತಿರುವ ಶಿಕ್ಷಣದ ಸಮಗ್ರ ದೃಷ್ಟಿಕೋನ ಬದಲಾಗಬೇಕಿದೆ xyxy=(28,1661,220,1703)
